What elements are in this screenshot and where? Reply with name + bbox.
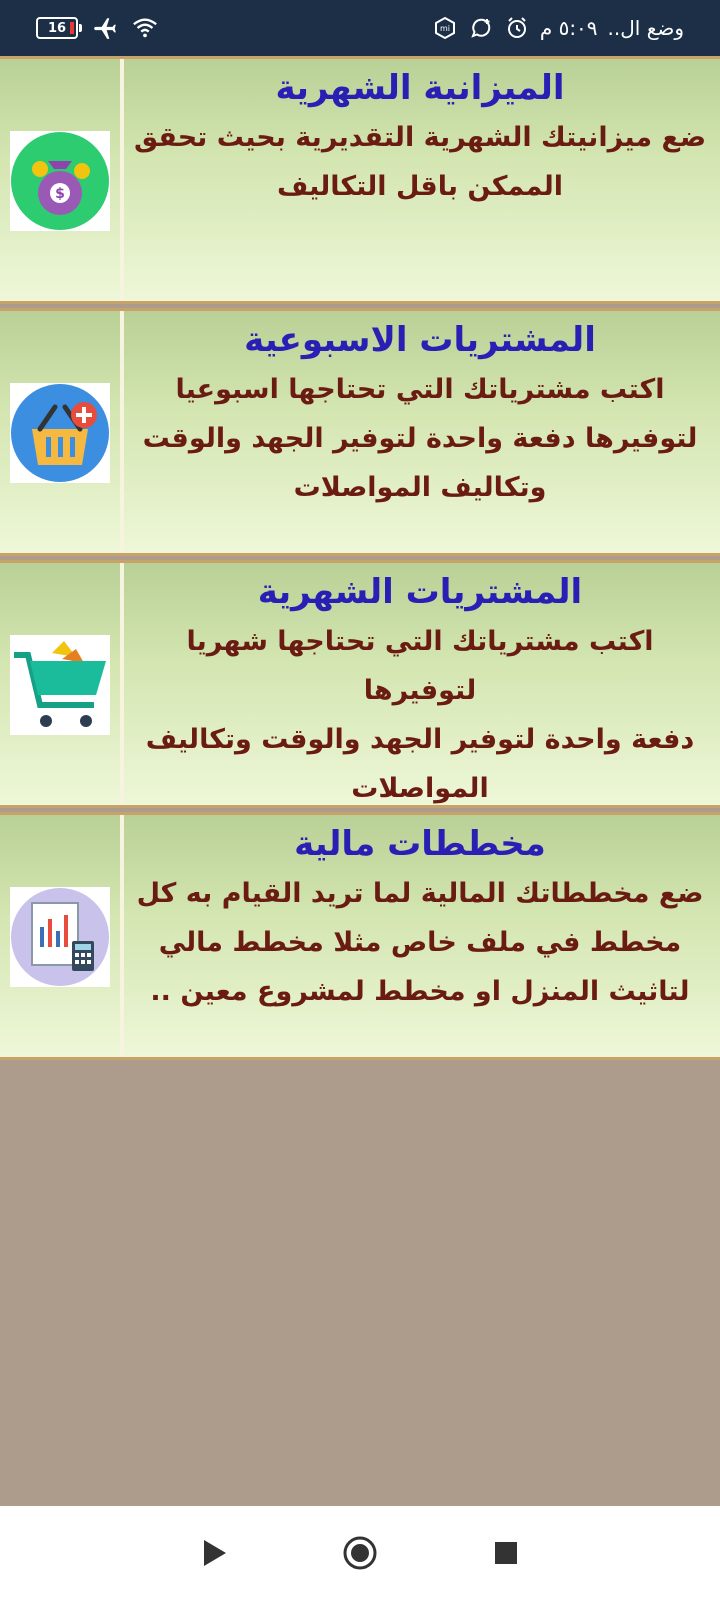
item-title: المشتريات الشهرية	[257, 572, 583, 612]
budget-items-list	[0, 56, 720, 1064]
item-description: اكتب مشترياتك التي تحتاجها شهريا لتوفيرها دفعة واحدة لتوفير الجهد والوقت وتكاليف المواصلات	[145, 626, 695, 804]
financial-report-icon	[10, 887, 110, 987]
item-description: ضع ميزانيتك الشهرية التقديرية بحيث تحقق الممكن باقل التكاليف	[133, 122, 707, 202]
list-item-monthly-budget[interactable]	[0, 56, 720, 304]
item-title: مخططات مالية	[294, 824, 546, 864]
list-item-monthly-purchases[interactable]	[0, 560, 720, 808]
battery-icon	[36, 17, 78, 39]
item-title: المشتريات الاسبوعية	[244, 320, 596, 360]
status-time: ٥:٠٩ م	[539, 16, 598, 40]
mi-icon	[432, 15, 458, 41]
status-bar	[0, 0, 720, 56]
list-item-financial-plans[interactable]	[0, 812, 720, 1060]
shopping-basket-icon	[10, 383, 110, 483]
status-mode-label: وضع ال..	[607, 16, 684, 40]
shopping-cart-icon	[10, 635, 110, 735]
list-item-weekly-purchases[interactable]	[0, 308, 720, 556]
back-icon[interactable]	[196, 1535, 232, 1571]
item-description: ضع مخططاتك المالية لما تريد القيام به كل مخطط في ملف خاص مثلا مخطط مالي لتاثيث المنزل او مخطط لمشروع معين ..	[136, 878, 704, 1007]
item-title: الميزانية الشهرية	[275, 68, 565, 108]
battery-level: 16	[47, 20, 67, 36]
item-description: اكتب مشترياتك التي تحتاجها اسبوعيا لتوفيرها دفعة واحدة لتوفير الجهد والوقت وتكاليف المواصلات	[142, 374, 698, 503]
whatsapp-icon	[468, 15, 494, 41]
home-icon[interactable]	[342, 1535, 378, 1571]
airplane-icon	[92, 15, 118, 41]
svg-text:$: $	[55, 186, 65, 202]
money-bag-icon	[10, 131, 110, 231]
wifi-icon	[132, 15, 158, 41]
alarm-icon	[504, 15, 530, 41]
navigation-bar	[0, 1506, 720, 1600]
recents-icon[interactable]	[488, 1535, 524, 1571]
svg-text:mi: mi	[439, 24, 450, 33]
